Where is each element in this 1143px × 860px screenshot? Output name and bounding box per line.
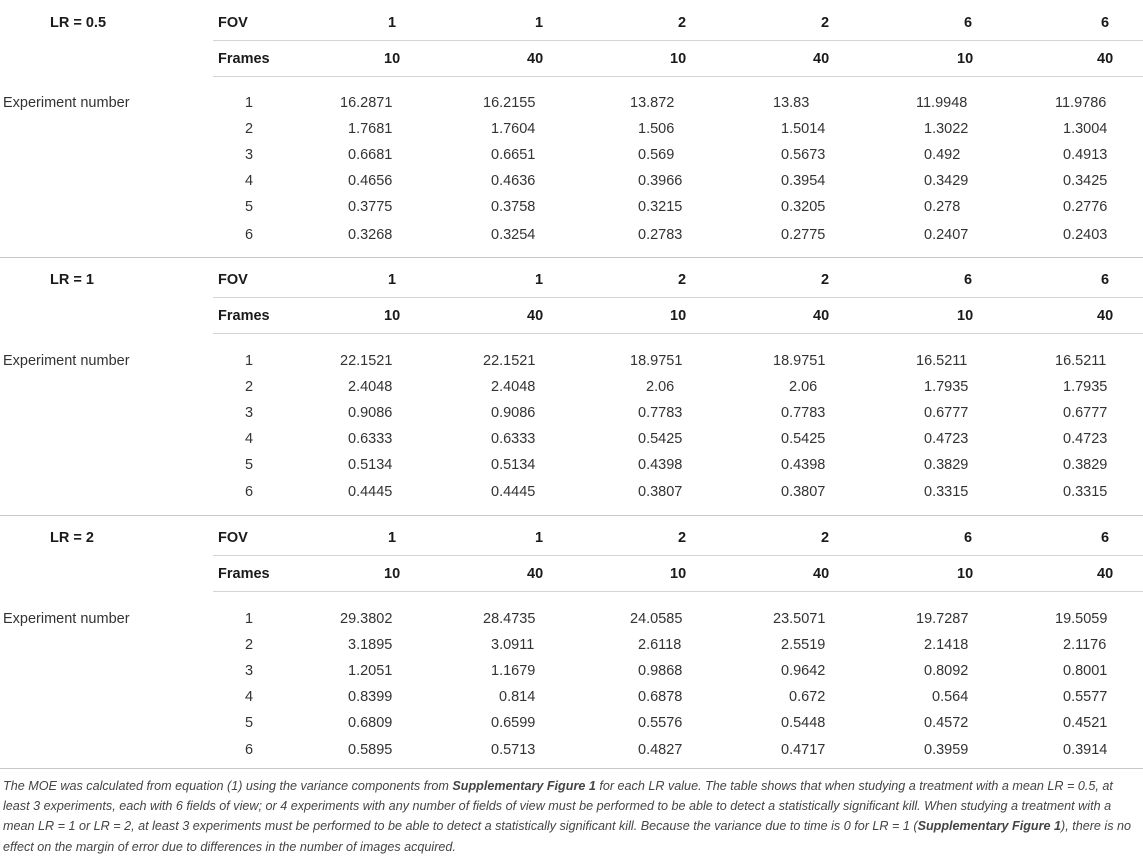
table-row — [0, 737, 1143, 763]
table-row — [0, 142, 1143, 168]
frames-cell: 10 — [670, 308, 687, 324]
experiment-number: 2 — [245, 379, 254, 395]
divider — [213, 333, 1143, 334]
value-cell: 0.6333 — [491, 431, 536, 447]
caption-text: for each LR value. The table shows that when studying a treatment with a mean LR = 0.5, at least 3 experiments, each with 6 fields of view; or 4 experiments with any number of fields of view must be performed to be able to detect a statistically significant kill. When studying a treatment with a mean LR = 1 or LR = 2, at least 3 experiments must be performed to be able to detect a statistically significant kill. Because the variance due to time is 0 for LR = 1 ( — [3, 779, 1113, 834]
value-cell: 1.3004 — [1063, 121, 1108, 137]
value-cell: 0.7783 — [638, 405, 683, 421]
value-cell: 0.3954 — [781, 173, 826, 189]
fov-cell: 2 — [821, 15, 830, 31]
value-cell: 0.5134 — [491, 457, 536, 473]
value-cell: 0.672 — [789, 689, 826, 705]
table-row — [0, 606, 1143, 632]
lr-label: LR = 1 — [50, 272, 94, 288]
fov-cell: 6 — [1101, 272, 1110, 288]
frames-cell: 40 — [1097, 566, 1114, 582]
value-cell: 0.8399 — [348, 689, 393, 705]
fov-cell: 2 — [678, 15, 687, 31]
value-cell: 1.506 — [638, 121, 675, 137]
value-cell: 0.9086 — [491, 405, 536, 421]
value-cell: 28.4735 — [483, 611, 536, 627]
value-cell: 13.83 — [773, 95, 810, 111]
divider — [213, 40, 1143, 41]
value-cell: 3.1895 — [348, 637, 393, 653]
frames-cell: 10 — [957, 308, 974, 324]
frames-cell: 40 — [1097, 308, 1114, 324]
value-cell: 1.7604 — [491, 121, 536, 137]
value-cell: 19.5059 — [1055, 611, 1108, 627]
fov-cell: 2 — [678, 530, 687, 546]
fov-cell: 1 — [388, 15, 397, 31]
value-cell: 0.3315 — [924, 484, 969, 500]
value-cell: 16.2155 — [483, 95, 536, 111]
value-cell: 1.7935 — [1063, 379, 1108, 395]
value-cell: 0.6333 — [348, 431, 393, 447]
divider — [213, 297, 1143, 298]
frames-header-row — [0, 46, 1143, 72]
value-cell: 0.3914 — [1063, 742, 1108, 758]
value-cell: 0.2783 — [638, 227, 683, 243]
fov-cell: 1 — [388, 272, 397, 288]
value-cell: 22.1521 — [483, 353, 536, 369]
value-cell: 0.6878 — [638, 689, 683, 705]
frames-cell: 40 — [1097, 51, 1114, 67]
fov-cell: 6 — [1101, 15, 1110, 31]
value-cell: 0.3205 — [781, 199, 826, 215]
table-bottom-rule — [0, 768, 1143, 769]
value-cell: 0.2407 — [924, 227, 969, 243]
table-row — [0, 684, 1143, 710]
value-cell: 0.492 — [924, 147, 961, 163]
value-cell: 0.8001 — [1063, 663, 1108, 679]
value-cell: 0.4398 — [781, 457, 826, 473]
fov-cell: 2 — [821, 272, 830, 288]
frames-cell: 10 — [670, 566, 687, 582]
value-cell: 0.3758 — [491, 199, 536, 215]
value-cell: 0.6809 — [348, 715, 393, 731]
value-cell: 0.6681 — [348, 147, 393, 163]
frames-cell: 40 — [813, 51, 830, 67]
frames-label: Frames — [218, 566, 270, 582]
value-cell: 0.4445 — [491, 484, 536, 500]
experiment-number: 4 — [245, 431, 254, 447]
caption-text: The MOE was calculated from equation (1) using the variance components from — [3, 779, 453, 793]
value-cell: 0.3966 — [638, 173, 683, 189]
fov-header-row — [0, 525, 1143, 551]
table-row — [0, 710, 1143, 736]
value-cell: 0.4521 — [1063, 715, 1108, 731]
table-row — [0, 222, 1143, 248]
figure-reference: Supplementary Figure 1 — [452, 779, 596, 793]
value-cell: 0.4913 — [1063, 147, 1108, 163]
frames-cell: 40 — [527, 308, 544, 324]
figure-reference: Supplementary Figure 1 — [917, 819, 1062, 834]
value-cell: 11.9948 — [916, 95, 968, 111]
value-cell: 2.06 — [789, 379, 818, 395]
caption-text: ), there is no effect on the margin of error due to differences in the number of images acquired. — [3, 819, 1132, 854]
value-cell: 2.06 — [646, 379, 675, 395]
value-cell: 2.6118 — [638, 637, 682, 653]
table-row — [0, 632, 1143, 658]
fov-cell: 6 — [964, 530, 973, 546]
fov-cell: 1 — [535, 15, 544, 31]
value-cell: 0.6777 — [1063, 405, 1108, 421]
value-cell: 0.3807 — [781, 484, 826, 500]
value-cell: 0.4636 — [491, 173, 536, 189]
value-cell: 0.3775 — [348, 199, 393, 215]
value-cell: 0.4717 — [781, 742, 826, 758]
value-cell: 0.5895 — [348, 742, 393, 758]
value-cell: 0.3829 — [1063, 457, 1108, 473]
value-cell: 1.1679 — [491, 663, 536, 679]
experiment-number: 1 — [245, 95, 254, 111]
row-label: Experiment number — [3, 353, 130, 369]
experiment-number: 5 — [245, 199, 254, 215]
value-cell: 0.5673 — [781, 147, 826, 163]
value-cell: 0.5577 — [1063, 689, 1108, 705]
experiment-number: 4 — [245, 173, 254, 189]
fov-cell: 6 — [964, 272, 973, 288]
frames-cell: 10 — [957, 51, 974, 67]
table-row — [0, 116, 1143, 142]
frames-cell: 40 — [813, 566, 830, 582]
value-cell: 2.1418 — [924, 637, 969, 653]
table-row — [0, 452, 1143, 478]
frames-label: Frames — [218, 51, 270, 67]
value-cell: 0.814 — [499, 689, 536, 705]
experiment-number: 1 — [245, 611, 254, 627]
experiment-number: 2 — [245, 121, 254, 137]
experiment-number: 6 — [245, 484, 254, 500]
value-cell: 0.6777 — [924, 405, 969, 421]
experiment-number: 6 — [245, 227, 254, 243]
value-cell: 1.2051 — [348, 663, 393, 679]
experiment-number: 1 — [245, 353, 254, 369]
value-cell: 29.3802 — [340, 611, 393, 627]
frames-cell: 10 — [384, 308, 401, 324]
frames-cell: 10 — [384, 51, 401, 67]
value-cell: 0.4572 — [924, 715, 969, 731]
value-cell: 1.5014 — [781, 121, 826, 137]
value-cell: 16.2871 — [340, 95, 393, 111]
value-cell: 0.3215 — [638, 199, 683, 215]
value-cell: 0.2775 — [781, 227, 826, 243]
fov-cell: 2 — [678, 272, 687, 288]
frames-header-row — [0, 303, 1143, 329]
value-cell: 18.9751 — [630, 353, 683, 369]
value-cell: 0.3425 — [1063, 173, 1108, 189]
divider — [213, 591, 1143, 592]
value-cell: 0.9868 — [638, 663, 683, 679]
value-cell: 19.7287 — [916, 611, 969, 627]
lr-label: LR = 0.5 — [50, 15, 107, 31]
value-cell: 0.4398 — [638, 457, 683, 473]
section-divider — [0, 257, 1143, 258]
value-cell: 2.4048 — [348, 379, 393, 395]
frames-cell: 40 — [527, 51, 544, 67]
value-cell: 0.8092 — [924, 663, 969, 679]
experiment-number: 2 — [245, 637, 254, 653]
value-cell: 13.872 — [630, 95, 675, 111]
fov-cell: 6 — [964, 15, 973, 31]
value-cell: 0.9086 — [348, 405, 393, 421]
value-cell: 0.6651 — [491, 147, 536, 163]
table-row — [0, 194, 1143, 220]
row-label: Experiment number — [3, 95, 130, 111]
divider — [213, 76, 1143, 77]
experiment-number: 6 — [245, 742, 254, 758]
fov-label: FOV — [218, 15, 248, 31]
value-cell: 0.3807 — [638, 484, 683, 500]
value-cell: 0.6599 — [491, 715, 536, 731]
fov-cell: 2 — [821, 530, 830, 546]
experiment-number: 3 — [245, 405, 254, 421]
value-cell: 0.5576 — [638, 715, 683, 731]
value-cell: 0.4723 — [924, 431, 969, 447]
frames-cell: 10 — [670, 51, 687, 67]
value-cell: 0.278 — [924, 199, 961, 215]
divider — [213, 555, 1143, 556]
value-cell: 16.5211 — [1055, 353, 1107, 369]
value-cell: 1.7681 — [348, 121, 393, 137]
value-cell: 2.4048 — [491, 379, 536, 395]
value-cell: 0.5134 — [348, 457, 393, 473]
table-caption — [3, 776, 1139, 857]
fov-cell: 1 — [535, 272, 544, 288]
value-cell: 0.4445 — [348, 484, 393, 500]
value-cell: 0.3315 — [1063, 484, 1108, 500]
frames-cell: 10 — [384, 566, 401, 582]
value-cell: 22.1521 — [340, 353, 393, 369]
table-row — [0, 374, 1143, 400]
value-cell: 0.2776 — [1063, 199, 1108, 215]
value-cell: 0.4827 — [638, 742, 683, 758]
experiment-number: 5 — [245, 457, 254, 473]
table-row — [0, 426, 1143, 452]
value-cell: 16.5211 — [916, 353, 968, 369]
value-cell: 0.3429 — [924, 173, 969, 189]
table-row — [0, 168, 1143, 194]
value-cell: 0.569 — [638, 147, 675, 163]
row-label: Experiment number — [3, 611, 130, 627]
fov-label: FOV — [218, 272, 248, 288]
value-cell: 18.9751 — [773, 353, 826, 369]
value-cell: 0.5448 — [781, 715, 826, 731]
value-cell: 0.4723 — [1063, 431, 1108, 447]
value-cell: 0.564 — [932, 689, 969, 705]
frames-cell: 40 — [527, 566, 544, 582]
value-cell: 1.3022 — [924, 121, 969, 137]
value-cell: 3.0911 — [491, 637, 535, 653]
value-cell: 0.4656 — [348, 173, 393, 189]
value-cell: 0.2403 — [1063, 227, 1108, 243]
lr-label: LR = 2 — [50, 530, 94, 546]
fov-cell: 6 — [1101, 530, 1110, 546]
value-cell: 1.7935 — [924, 379, 969, 395]
value-cell: 2.5519 — [781, 637, 826, 653]
fov-header-row — [0, 10, 1143, 36]
frames-label: Frames — [218, 308, 270, 324]
frames-cell: 10 — [957, 566, 974, 582]
frames-header-row — [0, 561, 1143, 587]
fov-cell: 1 — [535, 530, 544, 546]
experiment-number: 3 — [245, 147, 254, 163]
value-cell: 11.9786 — [1055, 95, 1107, 111]
value-cell: 0.7783 — [781, 405, 826, 421]
value-cell: 2.1176 — [1063, 637, 1107, 653]
value-cell: 23.5071 — [773, 611, 826, 627]
fov-header-row — [0, 267, 1143, 293]
table-row — [0, 90, 1143, 116]
frames-cell: 40 — [813, 308, 830, 324]
experiment-number: 4 — [245, 689, 254, 705]
value-cell: 0.9642 — [781, 663, 826, 679]
value-cell: 0.3829 — [924, 457, 969, 473]
value-cell: 0.3959 — [924, 742, 969, 758]
table-row — [0, 658, 1143, 684]
table-row — [0, 348, 1143, 374]
table-row — [0, 400, 1143, 426]
experiment-number: 3 — [245, 663, 254, 679]
value-cell: 0.3254 — [491, 227, 536, 243]
fov-label: FOV — [218, 530, 248, 546]
value-cell: 0.5425 — [781, 431, 826, 447]
table-row — [0, 479, 1143, 505]
value-cell: 24.0585 — [630, 611, 683, 627]
fov-cell: 1 — [388, 530, 397, 546]
value-cell: 0.3268 — [348, 227, 393, 243]
value-cell: 0.5713 — [491, 742, 536, 758]
experiment-number: 5 — [245, 715, 254, 731]
section-divider — [0, 515, 1143, 516]
value-cell: 0.5425 — [638, 431, 683, 447]
